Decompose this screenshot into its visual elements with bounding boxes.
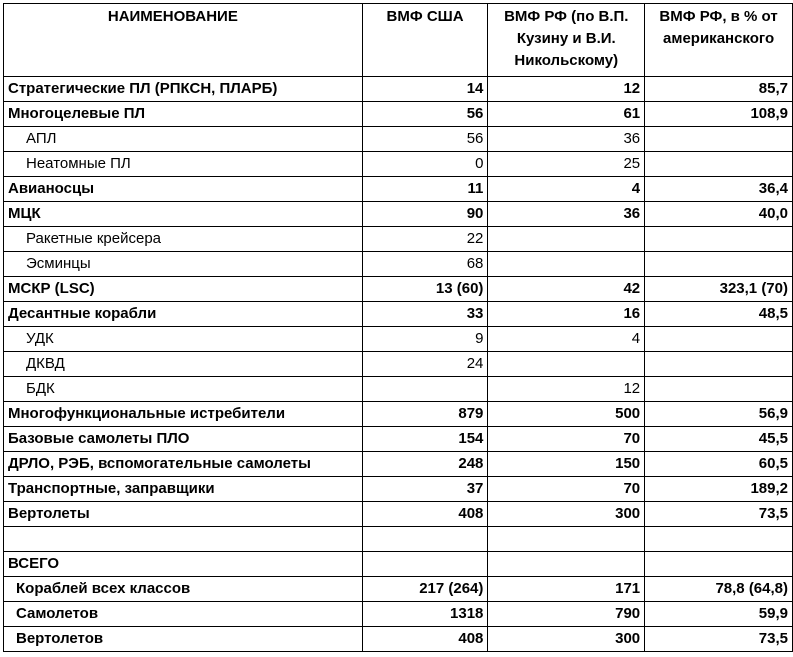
- percent-cell: 60,5: [645, 452, 793, 477]
- rf-cell: 790: [488, 602, 645, 627]
- name-cell: Самолетов: [4, 602, 363, 627]
- rf-cell: 300: [488, 502, 645, 527]
- table-row: [4, 627, 793, 652]
- header-row: [4, 4, 793, 77]
- rf-cell: 4: [488, 327, 645, 352]
- rf-cell: 70: [488, 477, 645, 502]
- name-cell: МСКР (LSC): [4, 277, 363, 302]
- rf-cell: 12: [488, 377, 645, 402]
- usa-cell: 33: [362, 302, 488, 327]
- rf-cell: 300: [488, 627, 645, 652]
- table-row: [4, 477, 793, 502]
- name-cell: Десантные корабли: [4, 302, 363, 327]
- name-cell: Многоцелевые ПЛ: [4, 102, 363, 127]
- table-row: [4, 177, 793, 202]
- name-cell: Многофункциональные истребители: [4, 402, 363, 427]
- percent-cell: [645, 227, 793, 252]
- usa-cell: 9: [362, 327, 488, 352]
- table-row: [4, 352, 793, 377]
- usa-cell: 22: [362, 227, 488, 252]
- name-cell: Кораблей всех классов: [4, 577, 363, 602]
- percent-cell: 78,8 (64,8): [645, 577, 793, 602]
- table-row: [4, 602, 793, 627]
- usa-cell: 217 (264): [362, 577, 488, 602]
- usa-cell: [362, 527, 488, 552]
- rf-cell: [488, 352, 645, 377]
- header-usa: ВМФ США: [362, 4, 488, 77]
- name-cell: ДКВД: [4, 352, 363, 377]
- rf-cell: 36: [488, 202, 645, 227]
- rf-cell: [488, 227, 645, 252]
- usa-cell: 14: [362, 77, 488, 102]
- rf-cell: 36: [488, 127, 645, 152]
- percent-cell: 59,9: [645, 602, 793, 627]
- rf-cell: 12: [488, 77, 645, 102]
- usa-cell: 11: [362, 177, 488, 202]
- name-cell: [4, 527, 363, 552]
- table-row: [4, 302, 793, 327]
- name-cell: АПЛ: [4, 127, 363, 152]
- name-cell: Вертолетов: [4, 627, 363, 652]
- table-row: [4, 427, 793, 452]
- percent-cell: [645, 152, 793, 177]
- name-cell: Стратегические ПЛ (РПКСН, ПЛАРБ): [4, 77, 363, 102]
- rf-cell: 171: [488, 577, 645, 602]
- usa-cell: 13 (60): [362, 277, 488, 302]
- table-row: [4, 552, 793, 577]
- table-row: [4, 402, 793, 427]
- usa-cell: [362, 552, 488, 577]
- usa-cell: 37: [362, 477, 488, 502]
- table-body: [4, 4, 793, 652]
- table-row: [4, 502, 793, 527]
- percent-cell: 48,5: [645, 302, 793, 327]
- rf-cell: 25: [488, 152, 645, 177]
- usa-cell: 24: [362, 352, 488, 377]
- percent-cell: 108,9: [645, 102, 793, 127]
- name-cell: Неатомные ПЛ: [4, 152, 363, 177]
- rf-cell: 61: [488, 102, 645, 127]
- table-row: [4, 127, 793, 152]
- usa-cell: 68: [362, 252, 488, 277]
- rf-cell: 70: [488, 427, 645, 452]
- table-row: [4, 252, 793, 277]
- table-row: [4, 327, 793, 352]
- header-percent: ВМФ РФ, в % от американского: [645, 4, 793, 77]
- name-cell: Ракетные крейсера: [4, 227, 363, 252]
- table-row: [4, 77, 793, 102]
- name-cell: ВСЕГО: [4, 552, 363, 577]
- rf-cell: [488, 552, 645, 577]
- table-row: [4, 102, 793, 127]
- percent-cell: [645, 127, 793, 152]
- table-row: [4, 227, 793, 252]
- percent-cell: 85,7: [645, 77, 793, 102]
- percent-cell: 189,2: [645, 477, 793, 502]
- name-cell: Вертолеты: [4, 502, 363, 527]
- percent-cell: [645, 552, 793, 577]
- name-cell: Эсминцы: [4, 252, 363, 277]
- rf-cell: [488, 527, 645, 552]
- percent-cell: 45,5: [645, 427, 793, 452]
- percent-cell: [645, 327, 793, 352]
- table-row: [4, 527, 793, 552]
- table-row: [4, 377, 793, 402]
- percent-cell: [645, 527, 793, 552]
- percent-cell: 56,9: [645, 402, 793, 427]
- percent-cell: [645, 352, 793, 377]
- rf-cell: 150: [488, 452, 645, 477]
- table-row: [4, 202, 793, 227]
- percent-cell: 73,5: [645, 502, 793, 527]
- usa-cell: [362, 377, 488, 402]
- usa-cell: 879: [362, 402, 488, 427]
- rf-cell: 16: [488, 302, 645, 327]
- table-row: [4, 452, 793, 477]
- usa-cell: 56: [362, 127, 488, 152]
- percent-cell: [645, 377, 793, 402]
- header-rf: ВМФ РФ (по В.П. Кузину и В.И. Никольскому): [488, 4, 645, 77]
- rf-cell: 4: [488, 177, 645, 202]
- table-row: [4, 577, 793, 602]
- name-cell: УДК: [4, 327, 363, 352]
- comparison-table: [3, 3, 793, 652]
- percent-cell: 40,0: [645, 202, 793, 227]
- percent-cell: 36,4: [645, 177, 793, 202]
- name-cell: Транспортные, заправщики: [4, 477, 363, 502]
- percent-cell: [645, 252, 793, 277]
- usa-cell: 1318: [362, 602, 488, 627]
- name-cell: Авианосцы: [4, 177, 363, 202]
- name-cell: ДРЛО, РЭБ, вспомогательные самолеты: [4, 452, 363, 477]
- usa-cell: 90: [362, 202, 488, 227]
- usa-cell: 408: [362, 502, 488, 527]
- rf-cell: 42: [488, 277, 645, 302]
- table-row: [4, 152, 793, 177]
- usa-cell: 56: [362, 102, 488, 127]
- percent-cell: 323,1 (70): [645, 277, 793, 302]
- usa-cell: 248: [362, 452, 488, 477]
- name-cell: БДК: [4, 377, 363, 402]
- name-cell: МЦК: [4, 202, 363, 227]
- usa-cell: 0: [362, 152, 488, 177]
- rf-cell: [488, 252, 645, 277]
- usa-cell: 154: [362, 427, 488, 452]
- percent-cell: 73,5: [645, 627, 793, 652]
- rf-cell: 500: [488, 402, 645, 427]
- table-row: [4, 277, 793, 302]
- header-name: НАИМЕНОВАНИЕ: [4, 4, 363, 77]
- usa-cell: 408: [362, 627, 488, 652]
- name-cell: Базовые самолеты ПЛО: [4, 427, 363, 452]
